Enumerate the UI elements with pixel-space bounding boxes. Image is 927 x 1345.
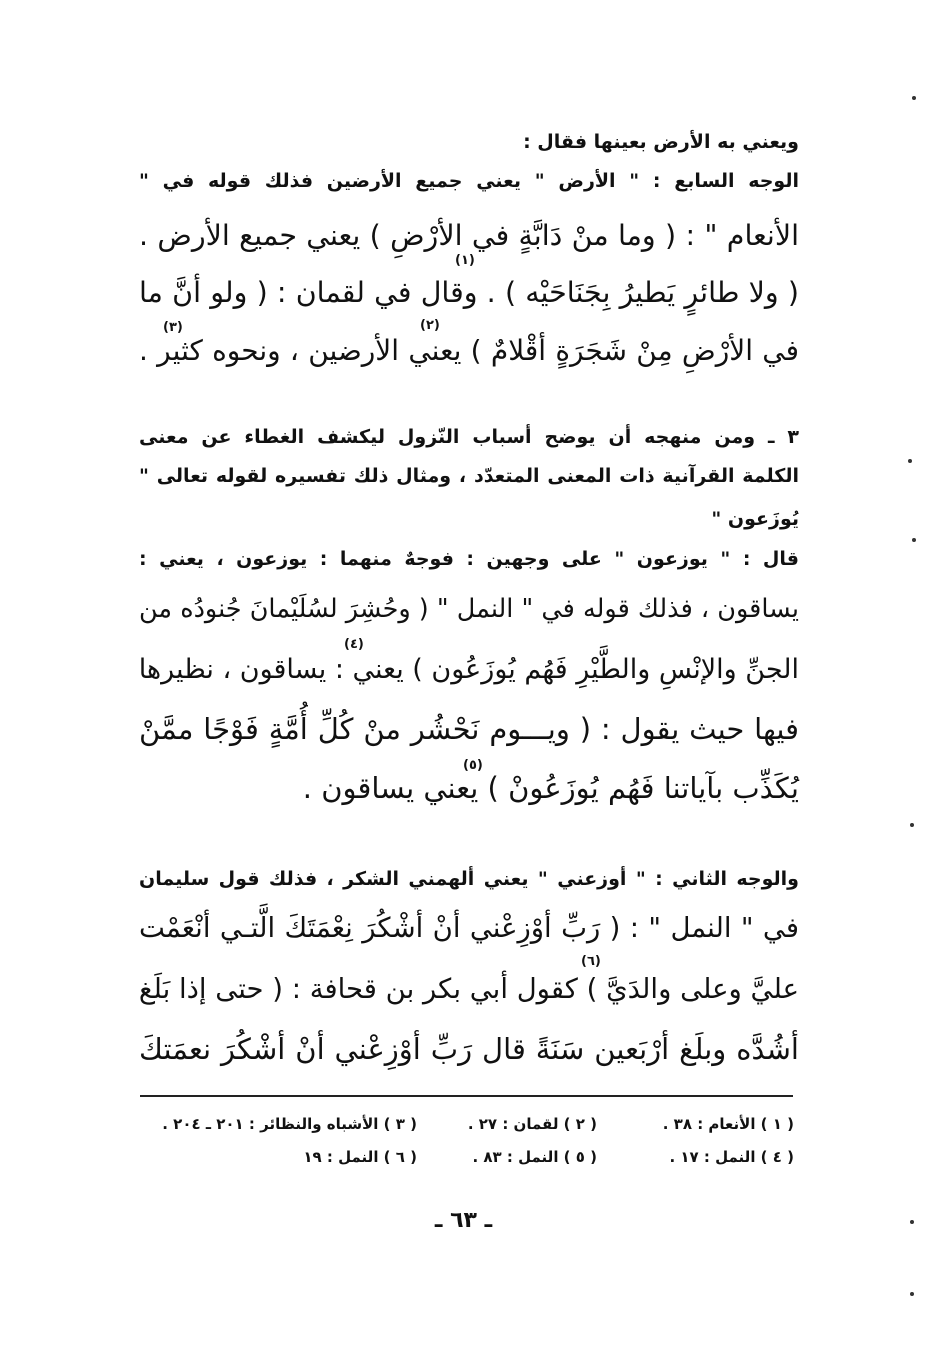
text-line: والوجه الثاني : " أوزعني " يعني ألهمني الشكر ، فذلك قول سليمان — [139, 868, 799, 890]
footnote: ( ٢ ) لقمان : ٢٧ . — [467, 1115, 597, 1133]
footnote: ( ١ ) الأنعام : ٣٨ . — [662, 1115, 794, 1133]
footnote: ( ٦ ) النمل : ١٩ — [303, 1148, 417, 1166]
footnote-marker: (٣) — [163, 320, 183, 335]
text-line: يُكَذِّب بآياتنا فَهُم يُوزَعُونْ ) يعني يساقون . — [302, 771, 799, 805]
text-line: ( ولا طائرٍ يَطيرُ بِجَنَاحَيْه ) . وقال في لقمان : ( ولو أنَّ ما — [139, 276, 799, 309]
footnote-marker: (٤) — [344, 637, 364, 652]
text-line: الوجه السابع : " الأرض " يعني جميع الأرضين فذلك قوله في " — [139, 170, 799, 192]
text-line: ويعني به الأرض بعينها فقال : — [523, 131, 799, 153]
footnote-separator — [140, 1095, 793, 1097]
scan-speck — [912, 538, 916, 542]
text-line: عليَّ وعلى والدَيَّ ) كقول أبي بكر بن قحافة : ( حتى إذا بَلَغ — [138, 973, 799, 1005]
page-number: ـ ٦٣ ـ — [434, 1208, 493, 1233]
scan-speck — [908, 459, 912, 463]
text-line: يساقون ، فذلك قوله في " النمل " ( وحُشِرَ لسُلَيْمانَ جُنودُه من — [139, 594, 799, 624]
text-line: فيها حيث يقول : ( ويـــوم نَحْشُر منْ كُلِّ أُمَّةٍ فَوْجًا ممَّنْ — [139, 712, 799, 746]
text-line: في الأرْضِ مِنْ شَجَرَةٍ أقْلامٌ ) يعني الأرضين ، ونحوه كثير . — [139, 334, 799, 367]
footnote: ( ٣ ) الأشباه والنظائر : ٢٠١ ـ ٢٠٤ . — [162, 1115, 417, 1133]
text-line: أشُدَّه وبلَغ أرْبَعين سَنَةً قال رَبِّ أوْزِعْني أنْ أشْكُرَ نعمَتكَ — [139, 1032, 799, 1066]
scan-speck — [910, 823, 914, 827]
text-line: في " النمل " : ( رَبِّ أوْزِعْني أنْ أشْكُرَ نِعْمَتَكَ الَّتـي أنْعَمْت — [139, 912, 799, 944]
footnote-marker: (٥) — [463, 758, 483, 773]
footnote: ( ٥ ) النمل : ٨٣ . — [472, 1148, 597, 1166]
scan-speck — [910, 1292, 914, 1296]
text-line: الكلمة القرآنية ذات المعنى المتعدّد ، ومثال ذلك تفسيره لقوله تعالى " — [139, 465, 799, 487]
text-line: ٣ ـ ومن منهجه أن يوضح أسباب النّزول ليكشف الغطاء عن معنى — [139, 426, 799, 448]
footnote-marker: (١) — [455, 253, 475, 268]
footnote-marker: (٦) — [581, 954, 601, 969]
text-line: الجنِّ والإنْسِ والطَّيْرِ فَهُم يُوزَعُون ) يعني : يساقون ، نظيرها — [138, 654, 799, 685]
text-line: الأنعام " : ( وما منْ دَابَّةٍ في الأرْضِ ) يعني جميع الأرض . — [139, 219, 799, 252]
footnote: ( ٤ ) النمل : ١٧ . — [669, 1148, 794, 1166]
text-line: يُوزَعون " — [711, 508, 799, 530]
scan-speck — [910, 1220, 914, 1224]
text-line: قال : " يوزعون " على وجهين : فوجهٌ منهما : يوزعون ، يعني : — [139, 548, 799, 570]
footnote-marker: (٢) — [420, 318, 440, 333]
scan-speck — [912, 96, 916, 100]
